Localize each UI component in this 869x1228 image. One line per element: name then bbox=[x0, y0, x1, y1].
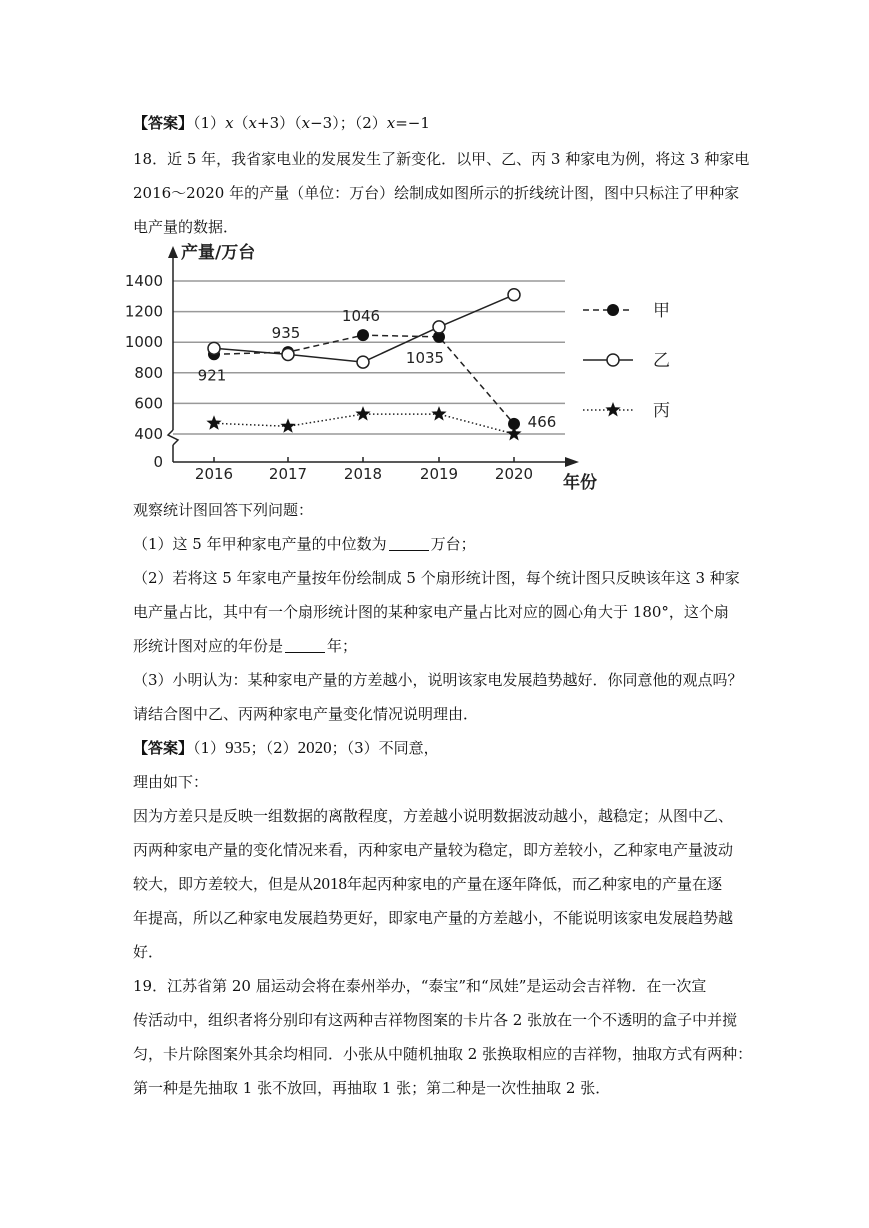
data-point bbox=[280, 418, 295, 433]
data-label: 466 bbox=[527, 412, 557, 431]
q19-line-3: 匀，卡片除图案外其余均相同．小张从中随机抽取 2 张换取相应的吉祥物，抽取方式有两种： bbox=[133, 1045, 753, 1063]
data-label: 935 bbox=[271, 324, 301, 343]
data-point bbox=[357, 329, 369, 341]
q19-line-1: 19．江苏省第 20 届运动会将在泰州举办，“泰宝”和“凤娃”是运动会吉祥物．在一次宣 bbox=[133, 977, 707, 995]
data-point bbox=[357, 356, 369, 368]
reason-line-3 bbox=[133, 874, 722, 894]
data-point bbox=[607, 304, 619, 316]
text: −3）；（2） bbox=[310, 114, 387, 132]
y-tick-label: 1400 bbox=[124, 272, 163, 290]
y-tick-label: 400 bbox=[134, 425, 163, 443]
text: （ bbox=[233, 114, 249, 132]
text: x bbox=[386, 114, 396, 132]
text: （1）这 5 年甲种家电产量的中位数为 bbox=[133, 535, 387, 553]
reason-line-1: 因为方差只是反映一组数据的离散程度，方差越小说明数据波动越小，越稳定；从图中乙、 bbox=[133, 807, 734, 825]
series-line bbox=[214, 295, 514, 362]
chart-legend bbox=[583, 301, 670, 421]
y-tick-label: 800 bbox=[134, 363, 163, 382]
q18-line-1: 18．近 5 年，我省家电业的发展发生了新变化．以甲、乙、丙 3 种家电为例，将这 3 种家电 bbox=[133, 150, 750, 168]
q18-sub-3a: （3）小明认为：某种家电产量的方差越小，说明该家电发展趋势越好．你同意他的观点吗？ bbox=[133, 671, 743, 689]
observe-prompt: 观察统计图回答下列问题： bbox=[133, 501, 314, 519]
answer-value: 2020 bbox=[297, 738, 332, 757]
text: （1） bbox=[193, 114, 226, 132]
answer-blank bbox=[389, 536, 429, 551]
text: =−1 bbox=[395, 114, 430, 132]
x-tick-label: 2016 bbox=[194, 465, 234, 483]
data-point bbox=[508, 289, 520, 301]
text: 年； bbox=[327, 637, 358, 655]
text: x bbox=[301, 114, 311, 132]
legend-item bbox=[583, 401, 670, 421]
text: （1） bbox=[193, 739, 226, 757]
legend-label: 丙 bbox=[653, 401, 670, 421]
q18-line-3: 电产量的数据． bbox=[133, 218, 239, 236]
y-axis-arrow bbox=[168, 246, 178, 258]
legend-item bbox=[583, 301, 670, 321]
data-point bbox=[506, 426, 521, 441]
y-tick-label: 1200 bbox=[124, 302, 163, 321]
text: ；（3）不同意， bbox=[331, 739, 439, 757]
data-point bbox=[607, 354, 619, 366]
data-point bbox=[206, 415, 221, 430]
q19-line-4: 第一种是先抽取 1 张不放回，再抽取 1 张；第二种是一次性抽取 2 张． bbox=[133, 1079, 611, 1097]
text: 较大，即方差较大，但是从 bbox=[133, 875, 314, 893]
series-乙 bbox=[208, 289, 520, 368]
text: x bbox=[225, 114, 234, 132]
data-label: 921 bbox=[197, 366, 227, 385]
data-point bbox=[431, 406, 446, 421]
x-axis-title: 年份 bbox=[563, 473, 597, 493]
data-point bbox=[208, 342, 220, 354]
answer-blank bbox=[285, 638, 325, 653]
data-point bbox=[282, 348, 294, 360]
text: ；（2） bbox=[250, 739, 298, 757]
reason-line-4: 年提高，所以乙种家电发展趋势更好，即家电产量的方差越小，不能说明该家电发展趋势越 bbox=[133, 909, 734, 927]
x-axis-arrow bbox=[565, 457, 579, 467]
answer-17 bbox=[133, 113, 430, 133]
text: 2018 bbox=[313, 874, 348, 893]
text: +3）（ bbox=[257, 114, 302, 132]
y-tick-label: 1000 bbox=[124, 333, 163, 352]
y-tick-label: 0 bbox=[153, 453, 163, 471]
text: 形统计图对应的年份是 bbox=[133, 637, 284, 655]
legend-item bbox=[583, 351, 670, 371]
x-tick-label: 2017 bbox=[268, 465, 308, 483]
q18-sub-2c bbox=[133, 636, 357, 656]
q18-sub-2a: （2）若将这 5 年家电产量按年份绘制成 5 个扇形统计图，每个统计图只反映该年这 3 种家 bbox=[133, 569, 740, 587]
q19-line-2: 传活动中，组织者将分别印有这两种吉祥物图案的卡片各 2 张放在一个不透明的盒子中并搅 bbox=[133, 1011, 738, 1029]
q18-line-2: 2016～2020 年的产量（单位：万台）绘制成如图所示的折线统计图，图中只标注了甲种家 bbox=[133, 184, 740, 202]
q18-sub-3b: 请结合图中乙、丙两种家电产量变化情况说明理由． bbox=[133, 705, 479, 723]
legend-label: 乙 bbox=[653, 351, 670, 371]
x-tick-label: 2019 bbox=[419, 465, 459, 483]
text: x bbox=[248, 114, 258, 132]
x-tick-label: 2020 bbox=[494, 465, 534, 483]
data-point bbox=[433, 321, 445, 333]
y-tick-label: 600 bbox=[134, 394, 163, 413]
q18-sub-1 bbox=[133, 534, 476, 554]
data-point bbox=[355, 406, 370, 421]
chart-grid bbox=[173, 281, 565, 434]
data-point bbox=[605, 402, 620, 417]
answer-18 bbox=[133, 738, 439, 758]
data-label: 1046 bbox=[341, 307, 381, 326]
reason-line-5: 好． bbox=[133, 943, 164, 961]
legend-label: 甲 bbox=[653, 301, 670, 321]
x-tick-label: 2018 bbox=[343, 465, 383, 483]
text: 万台； bbox=[430, 535, 476, 553]
production-line-chart bbox=[124, 238, 693, 498]
answer-value: 935 bbox=[225, 738, 251, 757]
series-甲 bbox=[198, 307, 557, 431]
answer-label: 【答案】 bbox=[133, 739, 194, 757]
reason-heading: 理由如下： bbox=[133, 773, 209, 791]
y-axis-title: 产量/万台 bbox=[181, 243, 256, 263]
text: 年起丙种家电的产量在逐年降低，而乙种家电的产量在逐 bbox=[347, 875, 723, 893]
reason-line-2: 丙两种家电产量的变化情况来看，丙种家电产量较为稳定，即方差较小，乙种家电产量波动 bbox=[133, 841, 734, 859]
q18-sub-2b: 电产量占比，其中有一个扇形统计图的某种家电产量占比对应的圆心角大于 180°，这个扇 bbox=[133, 603, 729, 621]
answer-label: 【答案】 bbox=[133, 114, 194, 132]
series-丙 bbox=[206, 406, 521, 440]
data-label: 1035 bbox=[405, 348, 445, 367]
axis-break bbox=[168, 430, 178, 445]
